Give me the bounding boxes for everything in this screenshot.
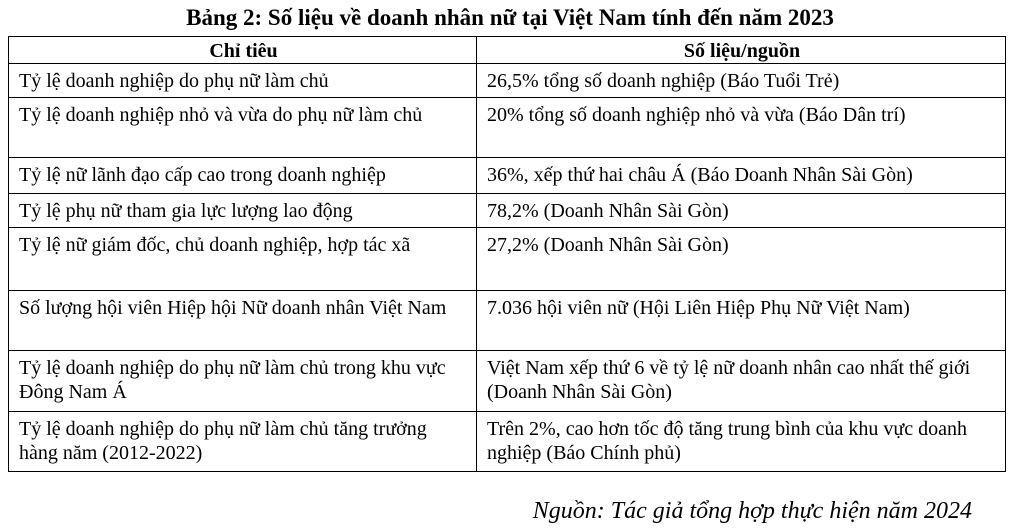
figure-cell: 26,5% tổng số doanh nghiệp (Báo Tuổi Trẻ) [477, 64, 1006, 98]
table-row [9, 412, 1006, 472]
data-table [8, 36, 1006, 472]
indicator-cell: Tỷ lệ nữ giám đốc, chủ doanh nghiệp, hợp tác xã [9, 228, 477, 291]
figure-cell: 78,2% (Doanh Nhân Sài Gòn) [477, 194, 1006, 228]
figure-cell: 36%, xếp thứ hai châu Á (Báo Doanh Nhân Sài Gòn) [477, 158, 1006, 194]
indicator-cell: Số lượng hội viên Hiệp hội Nữ doanh nhân Việt Nam [9, 291, 477, 351]
table-row [9, 64, 1006, 98]
table-row [9, 228, 1006, 291]
table-row [9, 194, 1006, 228]
figure-cell: Việt Nam xếp thứ 6 về tỷ lệ nữ doanh nhân cao nhất thế giới (Doanh Nhân Sài Gòn) [477, 351, 1006, 412]
table-row [9, 351, 1006, 412]
table-title: Bảng 2: Số liệu về doanh nhân nữ tại Việt Nam tính đến năm 2023 [186, 5, 834, 30]
indicator-cell: Tỷ lệ doanh nghiệp do phụ nữ làm chủ tăng trưởng hàng năm (2012-2022) [9, 412, 477, 472]
column-header-figures-source: Số liệu/nguồn [477, 37, 1006, 64]
indicator-cell: Tỷ lệ doanh nghiệp nhỏ và vừa do phụ nữ làm chủ [9, 98, 477, 158]
table-row [9, 98, 1006, 158]
figure-cell: 20% tổng số doanh nghiệp nhỏ và vừa (Báo Dân trí) [477, 98, 1006, 158]
indicator-cell: Tỷ lệ phụ nữ tham gia lực lượng lao động [9, 194, 477, 228]
figure-cell: Trên 2%, cao hơn tốc độ tăng trung bình của khu vực doanh nghiệp (Báo Chính phủ) [477, 412, 1006, 472]
figure-cell: 27,2% (Doanh Nhân Sài Gòn) [477, 228, 1006, 291]
indicator-cell: Tỷ lệ doanh nghiệp do phụ nữ làm chủ trong khu vực Đông Nam Á [9, 351, 477, 412]
column-header-indicator: Chỉ tiêu [9, 37, 477, 64]
table-header-row [9, 37, 1006, 64]
table-row [9, 158, 1006, 194]
figure-cell: 7.036 hội viên nữ (Hội Liên Hiệp Phụ Nữ Việt Nam) [477, 291, 1006, 351]
source-note: Nguồn: Tác giả tổng hợp thực hiện năm 2024 [532, 498, 972, 524]
indicator-cell: Tỷ lệ doanh nghiệp do phụ nữ làm chủ [9, 64, 477, 98]
table-row [9, 291, 1006, 351]
indicator-cell: Tỷ lệ nữ lãnh đạo cấp cao trong doanh nghiệp [9, 158, 477, 194]
